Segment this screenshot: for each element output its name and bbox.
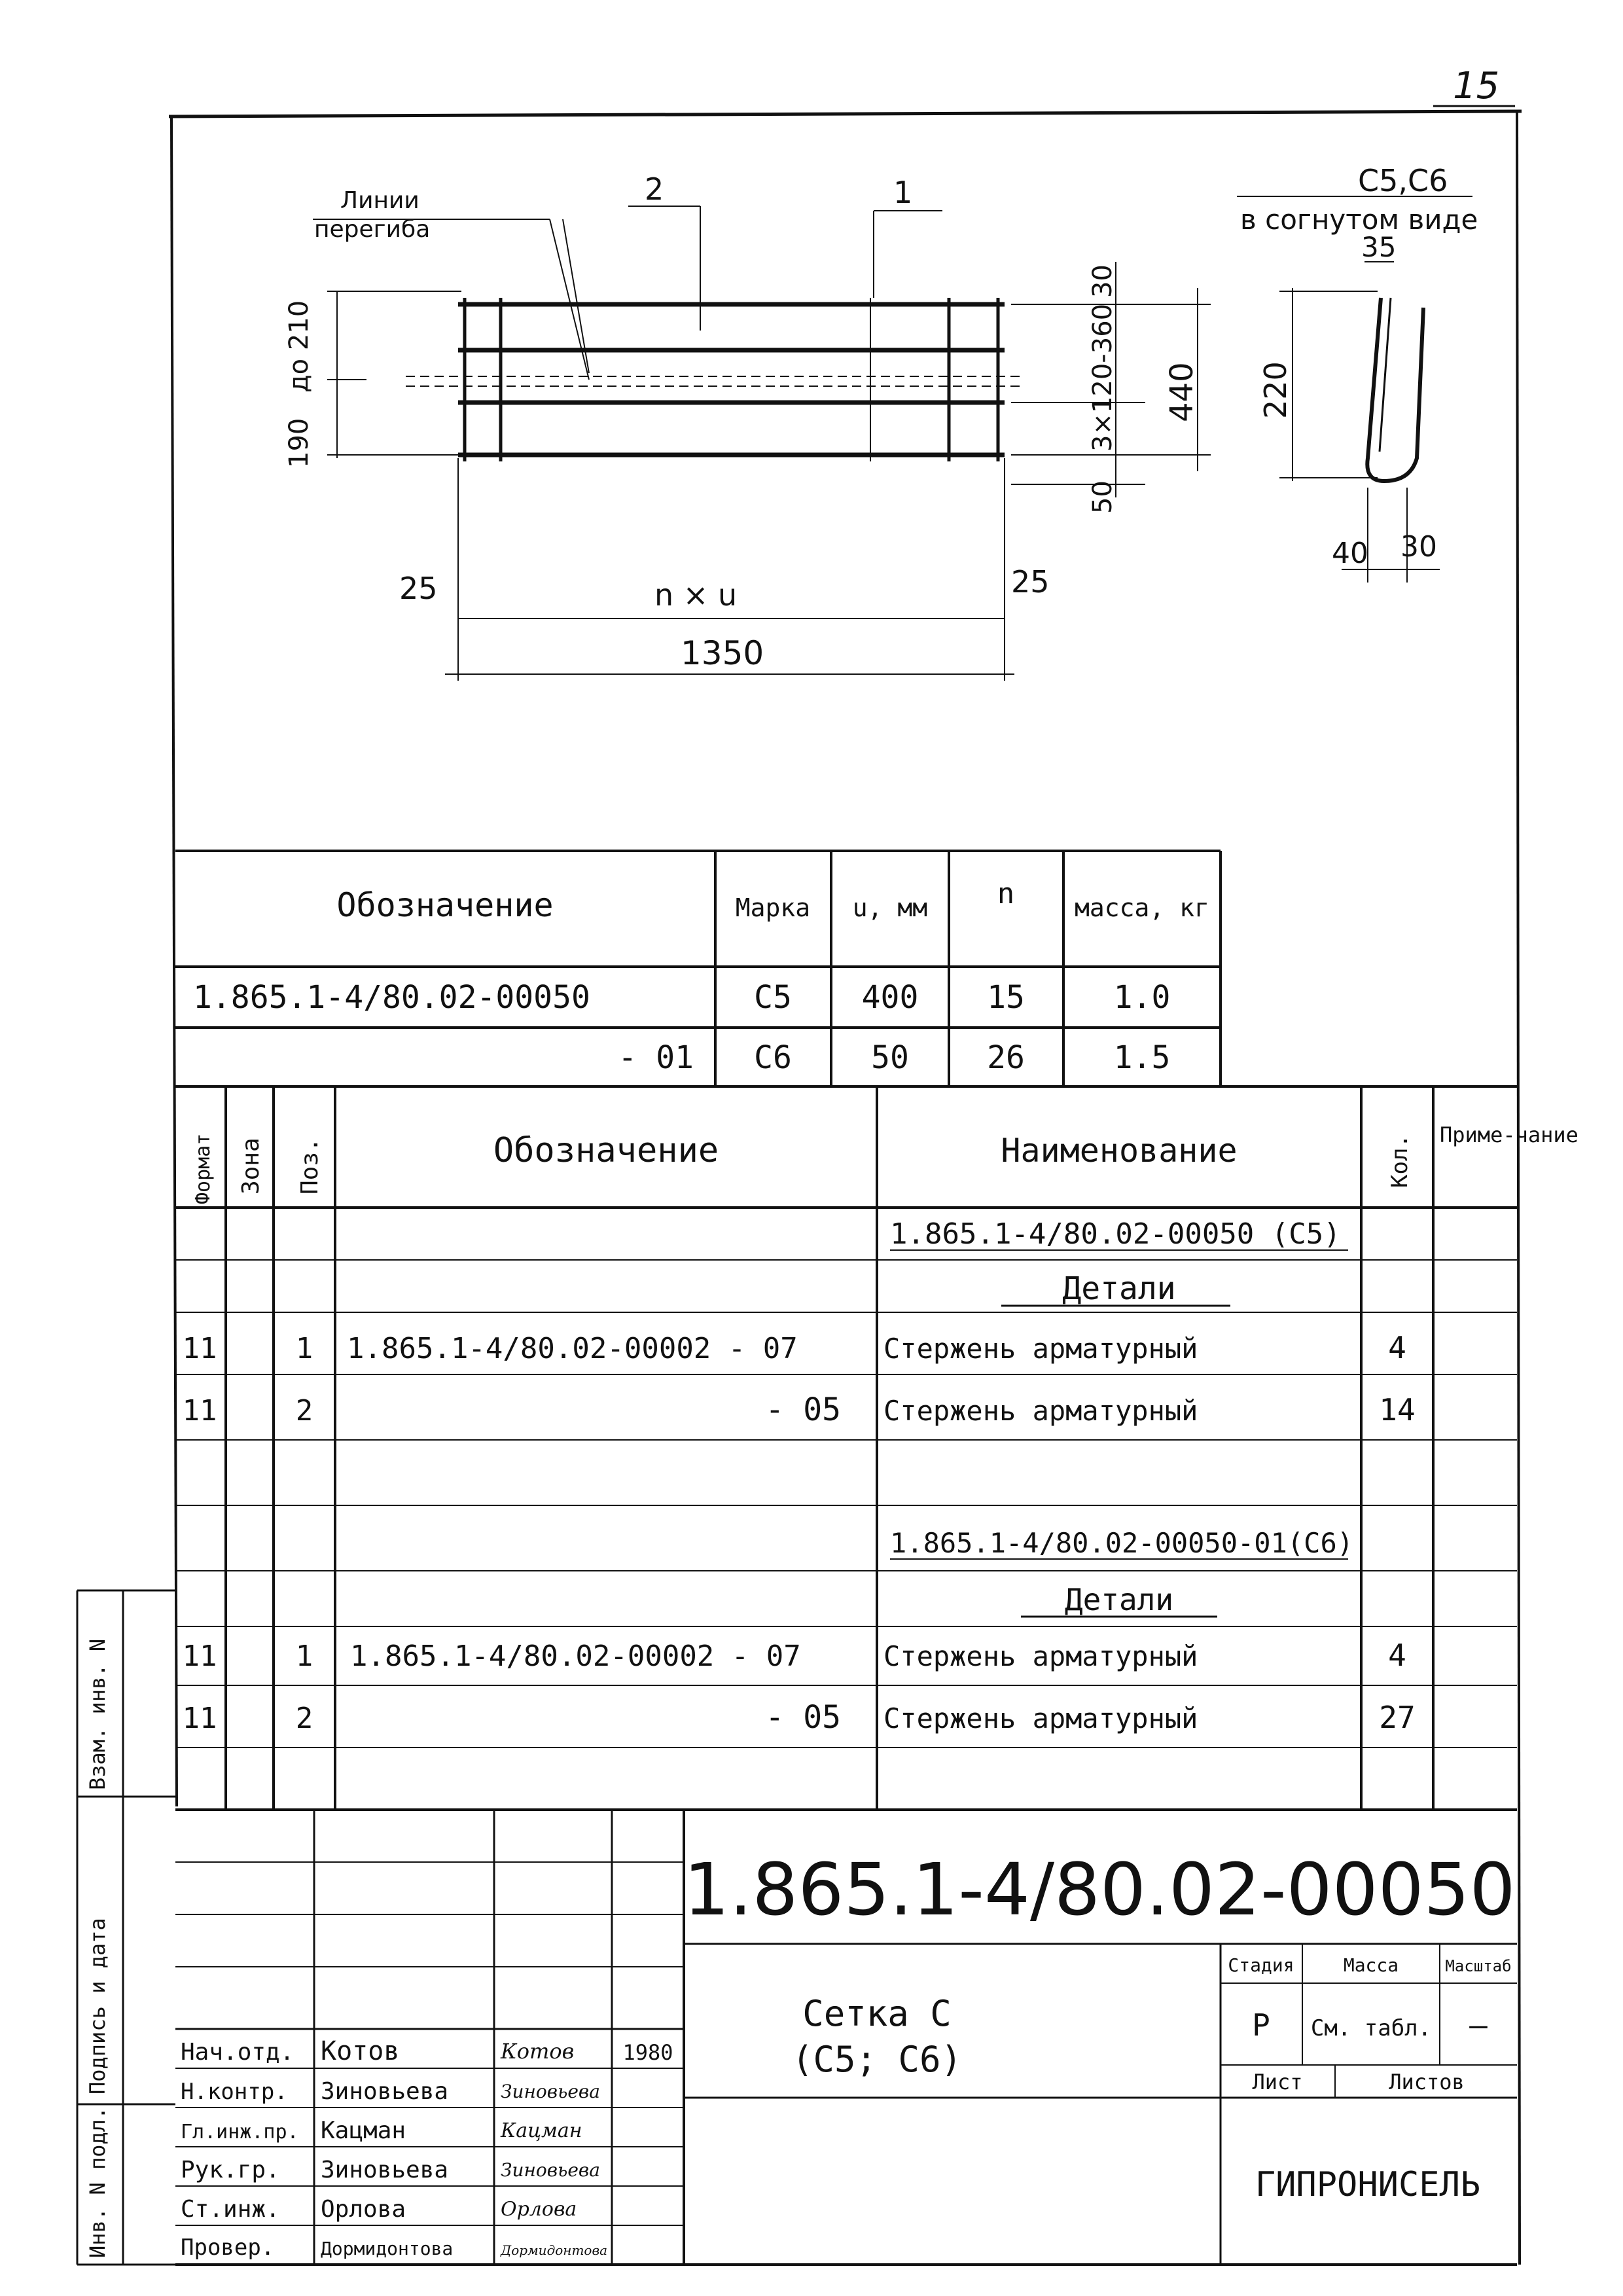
spec-table-grid xyxy=(175,1086,1517,1810)
dim-left-190: 190 xyxy=(284,418,314,468)
spec-row8-pos: 1 xyxy=(295,1640,313,1673)
staff-role-5: Ст.инж. xyxy=(181,2196,280,2223)
spec-row8-qty: 4 xyxy=(1388,1638,1406,1673)
marks-row1-mass: 1.0 xyxy=(1113,979,1171,1016)
spec-row3-fmt: 11 xyxy=(182,1332,217,1365)
position-2-marker: 2 xyxy=(645,171,664,207)
bent-view-dim-220: 220 xyxy=(1258,361,1293,419)
dim-right-30: 30 xyxy=(1088,264,1118,298)
staff-name-5: Орлова xyxy=(321,2196,406,2223)
marks-row1-designation: 1.865.1-4/80.02-00050 xyxy=(193,979,590,1016)
spec-row9-pos: 2 xyxy=(295,1702,313,1735)
staff-role-1: Нач.отд. xyxy=(181,2039,294,2066)
dim-right-50: 50 xyxy=(1088,480,1118,514)
spec-row4-qty: 14 xyxy=(1379,1392,1416,1427)
dim-bottom-1350: 1350 xyxy=(681,634,764,672)
spec-header-format: Формат xyxy=(192,1133,215,1204)
staff-role-6: Провер. xyxy=(181,2234,275,2261)
marks-header-mass: масса, кг xyxy=(1075,893,1209,922)
bend-line-label-2: перегиба xyxy=(314,216,431,243)
spec-row1-name: 1.865.1-4/80.02-00050 (С5) xyxy=(890,1217,1341,1251)
spec-row4-name: Стержень арматурный xyxy=(883,1395,1198,1427)
spec-row2-name: Детали xyxy=(1062,1270,1176,1307)
marks-row2-designation: - 01 xyxy=(618,1039,694,1076)
marks-row1-mark: С5 xyxy=(754,979,792,1016)
bent-view-dim-40: 40 xyxy=(1332,537,1368,570)
marks-header-n: n xyxy=(997,877,1015,910)
dim-bottom-25-left: 25 xyxy=(399,571,438,606)
marks-row2-u: 50 xyxy=(871,1039,909,1076)
spec-row6-name: 1.865.1-4/80.02-00050-01(С6) xyxy=(890,1527,1354,1559)
marks-row2-mass: 1.5 xyxy=(1113,1039,1171,1076)
spec-header-designation: Обозначение xyxy=(493,1131,719,1170)
side-stamp-inv-no: Инв. N подл. xyxy=(85,2106,110,2258)
spec-row3-code: 1.865.1-4/80.02-00002 - 07 xyxy=(347,1332,798,1365)
spec-row9-fmt: 11 xyxy=(182,1702,217,1735)
document-number: 1.865.1-4/80.02-00050 xyxy=(683,1848,1516,1931)
bent-view-dim-35: 35 xyxy=(1361,231,1397,263)
staff-name-1: Котов xyxy=(321,2036,400,2066)
spec-header-note: Приме-чание xyxy=(1440,1122,1578,1147)
spec-row3-qty: 4 xyxy=(1388,1330,1406,1365)
spec-header-zone: Зона xyxy=(238,1138,264,1194)
staff-role-2: Н.контр. xyxy=(181,2079,288,2105)
staff-role-3: Гл.инж.пр. xyxy=(181,2121,299,2144)
spec-row8-name: Стержень арматурный xyxy=(883,1640,1198,1672)
side-stamp-signature-date: Подпись и дата xyxy=(85,1918,110,2094)
marks-row1-u: 400 xyxy=(861,979,919,1016)
sheet-label: Лист xyxy=(1252,2070,1303,2094)
marks-header-u: u, мм xyxy=(852,893,928,922)
marks-table-grid xyxy=(175,851,1221,1086)
spec-row8-fmt: 11 xyxy=(182,1640,217,1673)
staff-signature-1: Котов xyxy=(501,2039,575,2064)
bent-view-subtitle: в согнутом виде xyxy=(1240,204,1478,236)
staff-name-2: Зиновьева xyxy=(321,2078,449,2105)
sheet-frame xyxy=(169,111,1522,2265)
staff-name-3: Кацман xyxy=(321,2117,406,2144)
staff-signature-4: Зиновьева xyxy=(501,2159,600,2181)
spec-row4-code: - 05 xyxy=(765,1391,841,1428)
scale-header: Масштаб xyxy=(1445,1957,1512,1975)
staff-date-1: 1980 xyxy=(622,2040,673,2065)
page-number: 15 xyxy=(1453,65,1500,107)
mass-header: Масса xyxy=(1343,1954,1399,1976)
spec-row9-code: - 05 xyxy=(765,1699,841,1736)
scale-value: — xyxy=(1469,2007,1488,2043)
spec-row3-pos: 1 xyxy=(295,1332,313,1365)
marks-row2-n: 26 xyxy=(987,1039,1025,1076)
marks-row1-n: 15 xyxy=(987,979,1025,1016)
spec-row8-code: 1.865.1-4/80.02-00002 - 07 xyxy=(350,1640,801,1673)
dim-bottom-25-right: 25 xyxy=(1011,564,1050,600)
dim-bottom-n-x-u: n × u xyxy=(654,577,738,613)
staff-signature-6: Дормидонтова xyxy=(501,2242,608,2258)
staff-name-6: Дормидонтова xyxy=(321,2238,454,2259)
staff-role-4: Рук.гр. xyxy=(181,2157,280,2183)
dim-right-440: 440 xyxy=(1164,362,1200,422)
organization-name: ГИПРОНИСЕЛЬ xyxy=(1255,2165,1481,2204)
staff-signature-2: Зиновьева xyxy=(501,2081,600,2102)
side-stamp-replaced-inv: Взам. инв. N xyxy=(85,1638,110,1790)
staff-signature-3: Кацман xyxy=(501,2119,582,2142)
staff-signature-5: Орлова xyxy=(501,2198,577,2221)
spec-header-pos: Поз. xyxy=(296,1138,323,1194)
sheets-label: Листов xyxy=(1389,2070,1465,2094)
marks-header-mark: Марка xyxy=(735,893,811,922)
spec-row9-qty: 27 xyxy=(1379,1700,1416,1735)
marks-row2-mark: С6 xyxy=(754,1039,792,1076)
dim-left-210: до 210 xyxy=(284,300,314,393)
spec-row4-pos: 2 xyxy=(295,1394,313,1427)
mesh-drawing xyxy=(313,206,1211,681)
spec-row4-fmt: 11 xyxy=(182,1394,217,1427)
staff-name-4: Зиновьева xyxy=(321,2157,449,2183)
mass-value: См. табл. xyxy=(1310,2015,1432,2041)
bent-view-dim-30: 30 xyxy=(1400,530,1437,564)
stage-value: Р xyxy=(1252,2007,1270,2043)
spec-row3-name: Стержень арматурный xyxy=(883,1333,1198,1365)
marks-header-designation: Обозначение xyxy=(336,886,554,924)
spec-row9-name: Стержень арматурный xyxy=(883,1702,1198,1734)
dim-right-3x120: 3×120-360 xyxy=(1088,303,1118,452)
stage-header: Стадия xyxy=(1228,1954,1294,1976)
document-title-line2: (С5; С6) xyxy=(791,2039,963,2080)
spec-header-qty: Кол. xyxy=(1387,1134,1413,1188)
bent-view-title: С5,С6 xyxy=(1358,163,1448,198)
position-1-marker: 1 xyxy=(893,175,913,210)
document-title-line1: Сетка С xyxy=(802,1993,952,2034)
bend-line-label-1: Линии xyxy=(340,187,419,214)
spec-row7-name: Детали xyxy=(1064,1582,1174,1617)
spec-header-name: Наименование xyxy=(1001,1132,1238,1170)
